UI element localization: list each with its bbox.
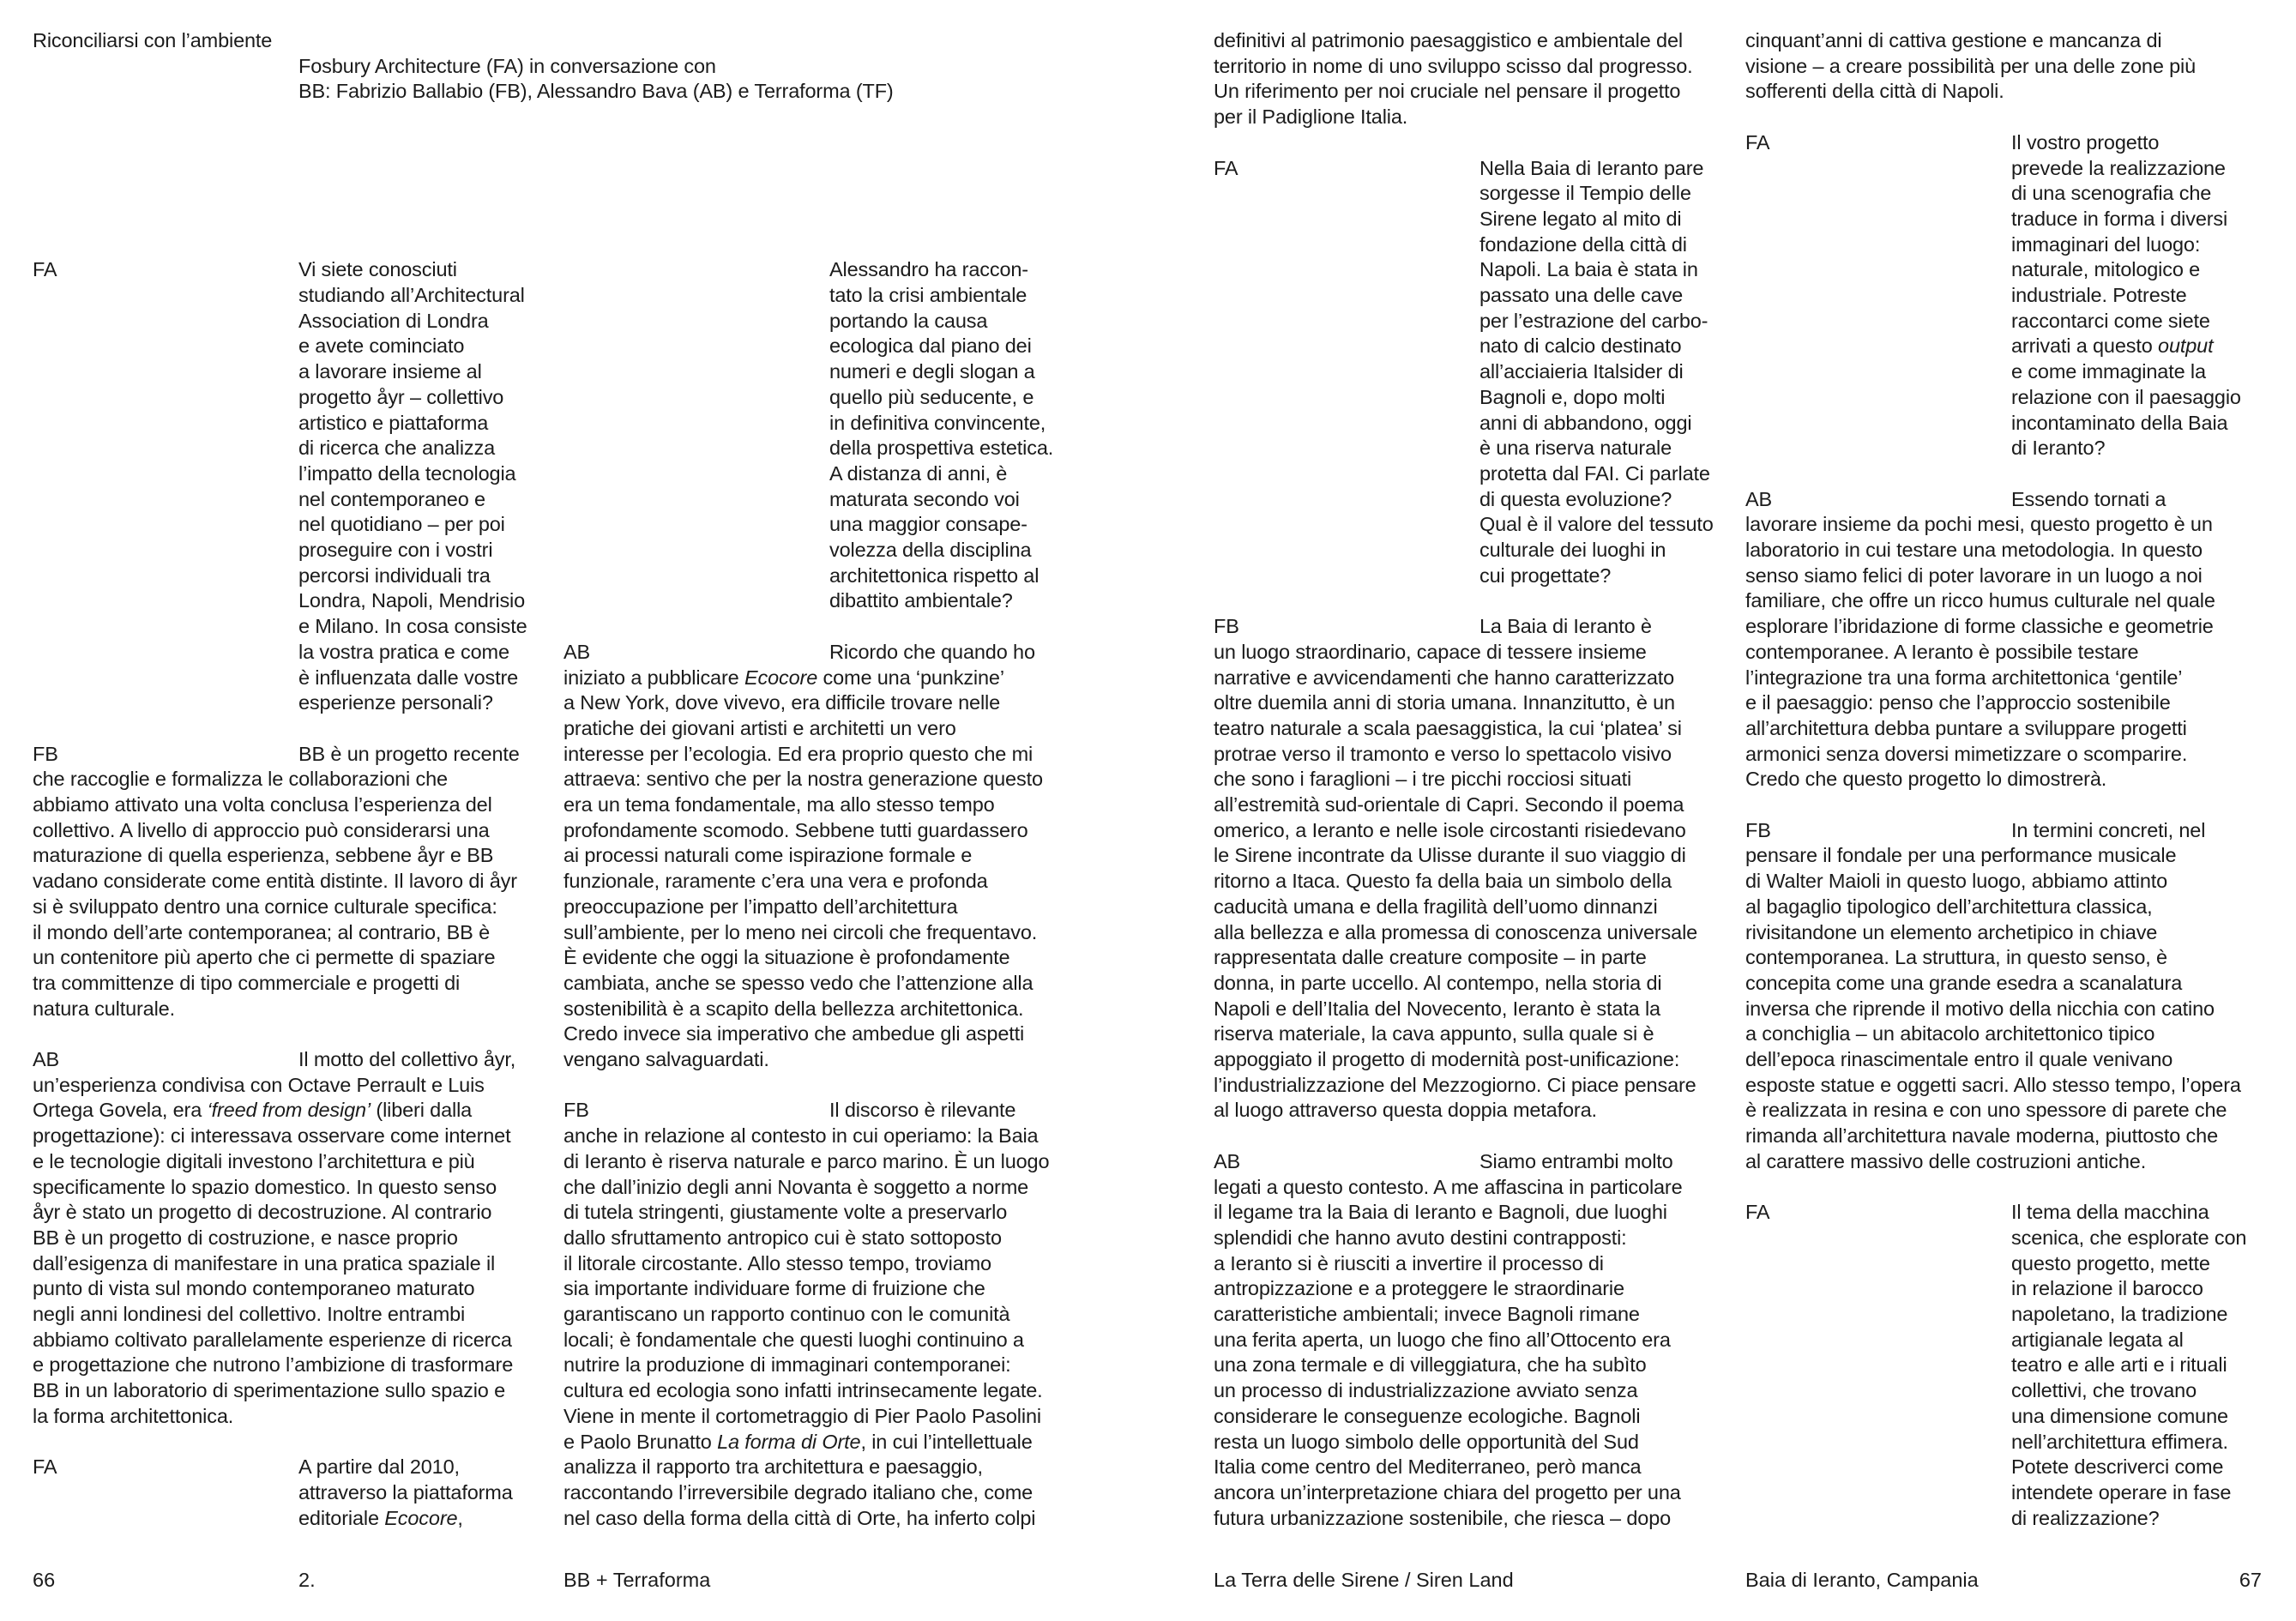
text-line: e come immaginate la [2011,360,2206,383]
text-line: narrative e avvicendamenti che hanno caratterizzato [1214,666,1675,689]
text-line: vengano salvaguardati. [563,1048,769,1070]
text-line: omerico, a Ieranto e nelle isole circostanti risiedevano [1214,818,1686,841]
text-line: Siamo entrambi molto [1479,1149,1673,1172]
speaker-label: FA [33,1455,57,1479]
text-line: l’integrazione tra una forma architettonica ‘gentile’ [1745,666,2183,689]
text-line: Ricordo che quando ho [829,640,1035,663]
text-line: oltre duemila anni di storia umana. Innanzitutto, è un [1214,691,1675,714]
text-line: rimanda all’architettura navale moderna, piuttosto che [1745,1124,2218,1148]
text-line: è realizzata in resina e con uno spessore di parete che [1745,1099,2227,1122]
text-line: maturazione di quella esperienza, sebbene åyr e BB [33,844,494,867]
text-line: fondazione della città di [1479,232,1687,256]
text-line: dall’esigenza di manifestare in una pratica spaziale il [33,1251,496,1275]
text-line: di Ieranto è riserva naturale e parco marino. È un luogo [563,1149,1050,1172]
text-line: si è sviluppato dentro una cornice culturale specifica: [33,895,497,918]
text-line: sull’ambiente, per lo meno nei circoli che frequentavo. [563,920,1038,943]
text-line: e Milano. In cosa consiste [298,615,527,638]
speaker-label: AB [1214,1149,1241,1172]
text-line: futura urbanizzazione sostenibile, che riesca – dopo [1214,1506,1672,1529]
text-line: natura culturale. [33,997,175,1020]
text-line: collettivi, che trovano [2011,1379,2197,1402]
page-number-left: 66 [33,1569,56,1591]
text-line: di realizzazione? [2011,1506,2160,1529]
text-line: ancora un’interpretazione chiara del progetto per una [1214,1480,1681,1503]
text-line: sostenibilità è a scapito della bellezza architettonica. [563,997,1024,1020]
text-line: concepita come una grande esedra a scanalatura [1745,971,2183,994]
text-line: e le tecnologie digitali investono l’architettura e più [33,1149,475,1172]
text-line: proseguire con i vostri [298,539,493,561]
text-line: iniziato a pubblicare Ecocore come una ‘punkzine’ [563,666,1004,689]
text-line: l’industrializzazione del Mezzogiorno. Ci piace pensare [1214,1073,1696,1096]
text-line: laboratorio in cui testare una metodologia. In questo [1745,539,2203,561]
speaker-label: AB [563,640,591,663]
text-line: inversa che riprende il motivo della nicchia con catino [1745,997,2215,1020]
text-line: all’architettura debba puntare a sviluppare progetti [1745,716,2187,739]
text-line: a Ieranto si è riusciti a invertire il processo di [1214,1251,1604,1275]
text-line: cambiata, anche se spesso vedo che l’attenzione alla [563,971,1034,994]
text-line: La Baia di Ieranto è [1479,615,1652,638]
text-line: visione – a creare possibilità per una delle zone più [1745,54,2197,77]
text-line: il mondo dell’arte contemporanea; al contrario, BB è [33,920,490,943]
text-line: e il paesaggio: penso che l’approccio sostenibile [1745,691,2171,714]
text-line: BB è un progetto recente [298,742,520,765]
text-line: antropizzazione e a proteggere le straordinarie [1214,1277,1624,1300]
text-line: pensare il fondale per una performance musicale [1745,844,2177,867]
text-line: vadano considerate come entità distinte. Il lavoro di åyr [33,870,517,893]
running-project: La Terra delle Sirene / Siren Land [1214,1569,1514,1591]
text-line: editoriale Ecocore, [298,1506,463,1529]
text-line: nell’architettura effimera. [2011,1430,2228,1453]
text-line: questo progetto, mette [2011,1251,2210,1275]
text-line: esplorare l’ibridazione di forme classiche e geometrie [1745,615,2214,638]
text-line: ai processi naturali come ispirazione formale e [563,844,973,867]
text-line: Alessandro ha raccon- [829,258,1028,281]
text-line: cultura ed ecologia sono infatti intrinsecamente legate. [563,1379,1043,1402]
speaker-label: FB [563,1099,589,1122]
text-line: di Walter Maioli in questo luogo, abbiamo attinto [1745,870,2168,893]
text-line: una dimensione comune [2011,1404,2228,1427]
text-line: abbiamo coltivato parallelamente esperienze di ricerca [33,1328,512,1351]
text-line: negli anni londinesi del collettivo. Inoltre entrambi [33,1303,466,1325]
text-line: dibattito ambientale? [829,589,1013,612]
text-line: Napoli e dell’Italia del Novecento, Ieranto è stata la [1214,997,1660,1020]
text-line: il litorale circostante. Allo stesso tempo, troviamo [563,1251,991,1275]
text-line: splendidi che hanno avuto destini contrapposti: [1214,1226,1627,1249]
text-line: di una scenografia che [2011,182,2212,205]
text-line: all’acciaieria Italsider di [1479,360,1684,383]
text-line: numeri e degli slogan a [829,360,1035,383]
text-line: caducità umana e della fragilità dell’uomo dinnanzi [1214,895,1658,918]
text-line: nel contemporaneo e [298,487,485,510]
text-line: una ferita aperta, un luogo che fino all’Ottocento era [1214,1328,1671,1351]
speaker-label: AB [1745,487,1773,510]
text-line: åyr è stato un progetto di decostruzione. Al contrario [33,1201,492,1224]
text-line: Association di Londra [298,309,489,332]
speaker-label: FA [33,258,57,281]
text-line: nel quotidiano – per poi [298,513,505,536]
text-line: sorgesse il Tempio delle [1479,182,1691,205]
text-line: specificamente lo spazio domestico. In questo senso [33,1175,497,1198]
text-line: interesse per l’ecologia. Ed era proprio questo che mi [563,742,1034,765]
text-line: a conchiglia – un abitacolo architettonico tipico [1745,1022,2155,1046]
text-line: architettonica rispetto al [829,563,1040,587]
text-line: resta un luogo simbolo delle opportunità del Sud [1214,1430,1639,1453]
text-line: naturale, mitologico e [2011,258,2201,281]
text-line: È evidente che oggi la situazione è profondamente [563,946,1010,969]
text-line: garantiscano un rapporto continuo con le comunità [563,1303,1010,1325]
text-line: progettazione): ci interessava osservare come internet [33,1124,511,1148]
text-line: il legame tra la Baia di Ieranto e Bagnoli, due luoghi [1214,1201,1667,1224]
text-line: BB è un progetto di costruzione, e nasce proprio [33,1226,458,1249]
text-line: e avete cominciato [298,334,465,358]
text-line: la vostra pratica e come [298,640,509,663]
text-line: in definitiva convincente, [829,411,1046,434]
text-line: contemporanea. La struttura, in questo senso, è [1745,946,2167,969]
text-line: territorio in nome di uno sviluppo scisso dal progresso. [1214,54,1693,77]
text-line: al luogo attraverso questa doppia metafora. [1214,1099,1597,1122]
text-line: A distanza di anni, è [829,461,1008,485]
text-line: collettivo. A livello di approccio può considerarsi una [33,818,490,841]
text-line: Viene in mente il cortometraggio di Pier Paolo Pasolini [563,1404,1041,1427]
text-line: un contenitore più aperto che ci permette di spaziare [33,946,496,969]
text-line: culturale dei luoghi in [1479,539,1666,561]
text-line: teatro naturale a scala paesaggistica, la cui ‘platea’ si [1214,716,1682,739]
text-line: Credo invece sia imperativo che ambedue gli aspetti [563,1022,1025,1046]
text-line: e progettazione che nutrono l’ambizione di trasformare [33,1353,514,1377]
speaker-label: FA [1214,156,1238,179]
text-line: intendete operare in fase [2011,1480,2232,1503]
text-line: sia importante individuare forme di fruizione che [563,1277,985,1300]
text-line: in relazione il barocco [2011,1277,2203,1300]
text-line: lavorare insieme da pochi mesi, questo progetto è un [1745,513,2213,536]
text-line: caratteristiche ambientali; invece Bagnoli rimane [1214,1303,1640,1325]
text-line: un processo di industrializzazione avviato senza [1214,1379,1638,1402]
text-line: tato la crisi ambientale [829,284,1027,306]
text-line: che sono i faraglioni – i tre picchi rocciosi situati [1214,768,1632,791]
speaker-label: FB [1214,615,1239,638]
text-line: punto di vista sul mondo contemporaneo maturato [33,1277,475,1300]
text-line: rivisitandone un elemento archetipico in chiave [1745,920,2158,943]
text-line: appoggiato il progetto di modernità post-unificazione: [1214,1048,1680,1070]
text-line: l’impatto della tecnologia [298,461,516,485]
text-line: ecologica dal piano dei [829,334,1032,358]
text-line: senso siamo felici di poter lavorare in un luogo a noi [1745,563,2203,587]
speaker-label: AB [33,1048,60,1070]
text-line: di ricerca che analizza [298,437,496,460]
text-line: teatro e alle arti e i rituali [2011,1353,2227,1377]
text-line: portando la causa [829,309,988,332]
speaker-label: FB [33,742,58,765]
text-line: legati a questo contesto. A me affascina in particolare [1214,1175,1683,1198]
text-line: arrivati a questo output [2011,334,2214,358]
text-line: ritorno a Itaca. Questo fa della baia un simbolo della [1214,870,1672,893]
text-line: Credo che questo progetto lo dimostrerà. [1745,768,2107,791]
text-line: raccontarci come siete [2011,309,2210,332]
speaker-label: FB [1745,818,1771,841]
text-line: armonici senza doversi mimetizzare o scomparire. [1745,742,2188,765]
text-line: Il tema della macchina [2011,1201,2209,1224]
text-line: per il Padiglione Italia. [1214,105,1408,129]
text-line: esperienze personali? [298,691,493,714]
text-line: che dall’inizio degli anni Novanta è soggetto a norme [563,1175,1029,1198]
text-line: di Ieranto? [2011,437,2106,460]
text-line: che raccoglie e formalizza le collaborazioni che [33,768,448,791]
text-line: a New York, dove vivevo, era difficile trovare nelle [563,691,1001,714]
text-line: relazione con il paesaggio [2011,385,2241,408]
text-line: A partire dal 2010, [298,1455,460,1479]
speaker-label: FA [1745,1201,1770,1224]
text-line: volezza della disciplina [829,539,1032,561]
text-line: attraeva: sentivo che per la nostra generazione questo [563,768,1043,791]
text-line: traduce in forma i diversi [2011,207,2228,230]
text-line: Il motto del collettivo åyr, [298,1048,516,1070]
text-line: Italia come centro del Mediterraneo, però manca [1214,1455,1642,1479]
text-line: pratiche dei giovani artisti e architetti un vero [563,716,956,739]
text-line: nel caso della forma della città di Orte, ha inferto colpi [563,1506,1036,1529]
text-line: contemporanee. A Ieranto è possibile testare [1745,640,2139,663]
text-line: Essendo tornati a [2011,487,2166,510]
text-line: industriale. Potreste [2011,284,2187,306]
text-line: una maggior consape- [829,513,1027,536]
text-line: raccontando l’irreversibile degrado italiano che, come [563,1480,1034,1503]
text-line: Ortega Govela, era ‘freed from design’ (liberi dalla [33,1099,473,1122]
text-line: cinquant’anni di cattiva gestione e mancanza di [1745,29,2162,51]
text-line: immaginari del luogo: [2011,232,2201,256]
section-number: 2. [298,1569,316,1591]
text-line: un luogo straordinario, capace di tessere insieme [1214,640,1647,663]
text-line: dell’epoca rinascimentale entro il quale venivano [1745,1048,2173,1070]
text-line: le Sirene incontrate da Ulisse durante il suo viaggio di [1214,844,1686,867]
page-number-right: 67 [2239,1569,2262,1591]
text-line: una zona termale e di villeggiatura, che ha subìto [1214,1353,1647,1377]
text-line: rappresentata dalle creature composite – in parte [1214,946,1647,969]
text-line: percorsi individuali tra [298,563,491,587]
text-line: a lavorare insieme al [298,360,482,383]
text-line: per l’estrazione del carbo- [1479,309,1708,332]
text-line: analizza il rapporto tra architettura e paesaggio, [563,1455,983,1479]
text-line: locali; è fondamentale che questi luoghi continuino a [563,1328,1024,1351]
text-line: esposte statue e oggetti sacri. Allo stesso tempo, l’opera [1745,1073,2241,1096]
text-line: Il discorso è rilevante [829,1099,1016,1122]
text-line: attraverso la piattaforma [298,1480,513,1503]
text-line: funzionale, raramente c’era una vera e profonda [563,870,988,893]
text-line: Un riferimento per noi cruciale nel pensare il progetto [1214,80,1681,103]
text-line: definitivi al patrimonio paesaggistico e ambientale del [1214,29,1683,51]
text-line: passato una delle cave [1479,284,1684,306]
text-line: Londra, Napoli, Mendrisio [298,589,526,612]
text-line: è influenzata dalle vostre [298,666,519,689]
text-line: sofferenti della città di Napoli. [1745,80,2004,103]
text-line: la forma architettonica. [33,1404,234,1427]
text-line: alla bellezza e alla promessa di conoscenza universale [1214,920,1698,943]
text-line: considerare le conseguenze ecologiche. Bagnoli [1214,1404,1641,1427]
text-line: abbiamo attivato una volta conclusa l’esperienza del [33,793,492,816]
text-line: di questa evoluzione? [1479,487,1672,510]
text-line: prevede la realizzazione [2011,156,2226,179]
text-line: familiare, che offre un ricco humus culturale nel quale [1745,589,2215,612]
text-line: di tutela stringenti, giustamente volte a preservarlo [563,1201,1008,1224]
text-line: era un tema fondamentale, ma allo stesso tempo [563,793,995,816]
text-line: Potete descriverci come [2011,1455,2224,1479]
text-line: Vi siete conosciuti [298,258,457,281]
text-line: donna, in parte uccello. Al contempo, nella storia di [1214,971,1662,994]
text-line: Qual è il valore del tessuto [1479,513,1714,536]
text-line: artistico e piattaforma [298,411,489,434]
text-line: artigianale legata al [2011,1328,2184,1351]
text-line: tra committenze di tipo commerciale e progetti di [33,971,461,994]
text-line: e Paolo Brunatto La forma di Orte, in cui l’intellettuale [563,1430,1033,1453]
text-line: preoccupazione per l’impatto dell’architettura [563,895,958,918]
running-location: Baia di Ieranto, Campania [1745,1569,1979,1591]
text-line: anni di abbandono, oggi [1479,411,1692,434]
text-line: scenica, che esplorate con [2011,1226,2247,1249]
text-line: napoletano, la tradizione [2011,1303,2228,1325]
text-line: della prospettiva estetica. [829,437,1054,460]
text-line: incontaminato della Baia [2011,411,2228,434]
text-line: Il vostro progetto [2011,130,2160,154]
text-line: anche in relazione al contesto in cui operiamo: la Baia [563,1124,1039,1148]
article-subtitle-line: BB: Fabrizio Ballabio (FB), Alessandro Bava (AB) e Terraforma (TF) [298,80,894,103]
text-line: maturata secondo voi [829,487,1020,510]
text-line: progetto åyr – collettivo [298,385,504,408]
text-line: all’estremità sud-orientale di Capri. Secondo il poema [1214,793,1684,816]
text-line: al carattere massivo delle costruzioni antiche. [1745,1149,2147,1172]
text-line: al bagaglio tipologico dell’architettura classica, [1745,895,2153,918]
text-line: nato di calcio destinato [1479,334,1682,358]
text-line: protrae verso il tramonto e verso lo spettacolo visivo [1214,742,1672,765]
text-line: Napoli. La baia è stata in [1479,258,1698,281]
text-line: riserva materiale, la cava appunto, sulla quale si è [1214,1022,1654,1046]
text-line: un’esperienza condivisa con Octave Perrault e Luis [33,1073,485,1096]
text-line: studiando all’Architectural [298,284,525,306]
text-line: nutrire la produzione di immaginari contemporanei: [563,1353,1011,1377]
text-line: profondamente scomodo. Sebbene tutti guardassero [563,818,1028,841]
running-authors: BB + Terraforma [563,1569,711,1591]
text-line: Sirene legato al mito di [1479,207,1682,230]
text-line: dallo sfruttamento antropico cui è stato sottoposto [563,1226,1002,1249]
text-line: In termini concreti, nel [2011,818,2206,841]
text-line: cui progettate? [1479,563,1612,587]
text-line: Nella Baia di Ieranto pare [1479,156,1704,179]
text-line: BB in un laboratorio di sperimentazione sullo spazio e [33,1379,506,1402]
article-subtitle-line: Fosbury Architecture (FA) in conversazione con [298,54,716,77]
text-line: è una riserva naturale [1479,437,1672,460]
text-line: protetta dal FAI. Ci parlate [1479,461,1710,485]
speaker-label: FA [1745,130,1770,154]
text-line: Bagnoli e, dopo molti [1479,385,1666,408]
article-title: Riconciliarsi con l’ambiente [33,29,273,51]
text-line: quello più seducente, e [829,385,1034,408]
